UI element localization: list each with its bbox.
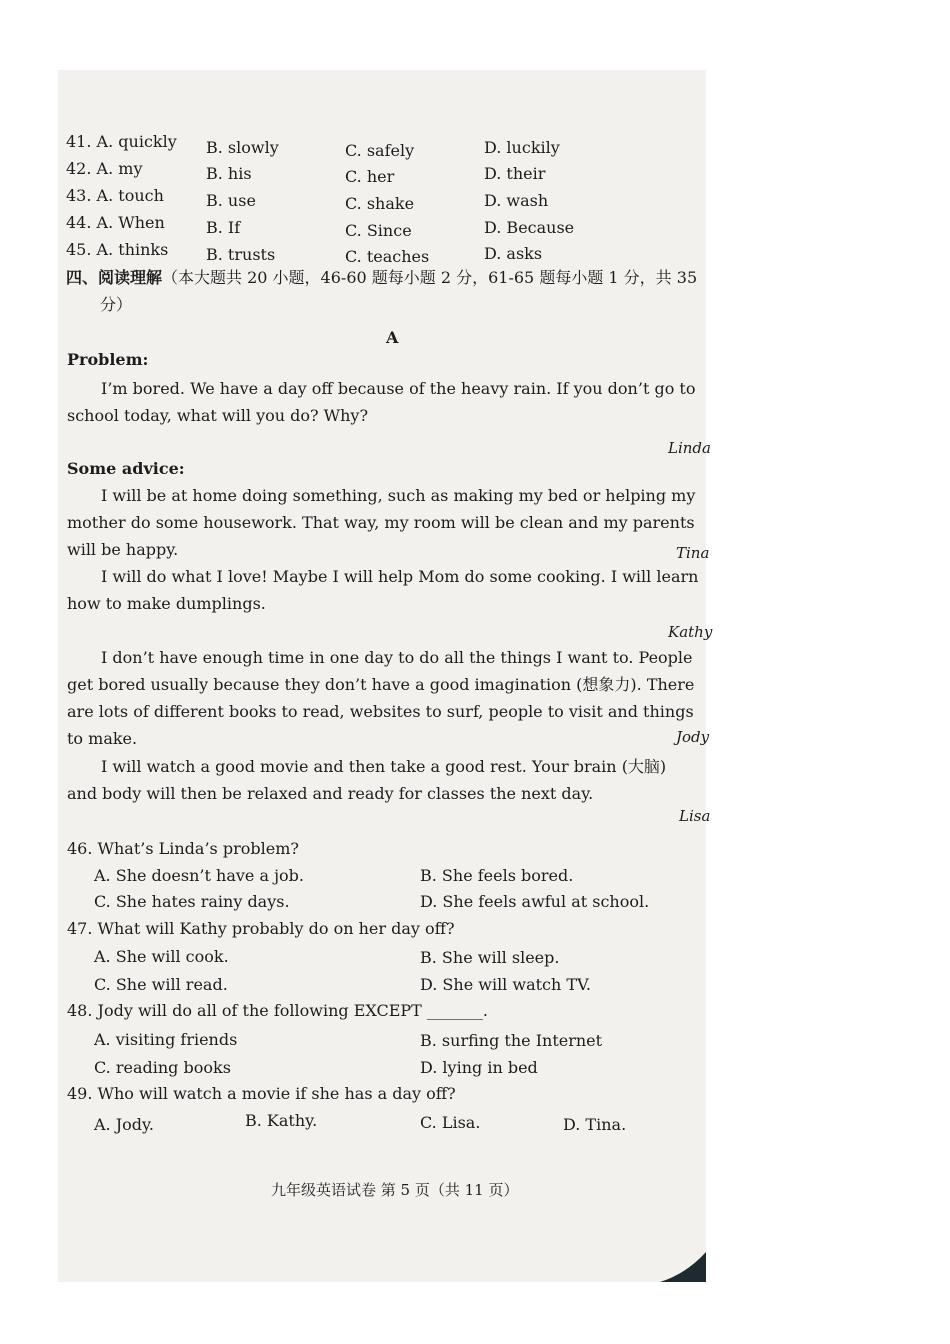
author-signature: Lisa bbox=[679, 807, 711, 825]
option-b: B. She will sleep. bbox=[420, 948, 560, 967]
option-c: C. Lisa. bbox=[420, 1113, 481, 1132]
question-number: 41. bbox=[66, 132, 92, 151]
cloze-row bbox=[66, 186, 164, 206]
option-c: C. She hates rainy days. bbox=[94, 892, 290, 911]
option-a: A. thinks bbox=[96, 240, 169, 259]
section-description-cont: 分） bbox=[100, 295, 133, 314]
author-signature: Jody bbox=[676, 728, 710, 746]
option-b: B. surfing the Internet bbox=[420, 1031, 603, 1050]
question-number: 43. bbox=[66, 186, 92, 205]
cloze-row bbox=[66, 159, 142, 179]
author-signature: Kathy bbox=[668, 623, 713, 641]
option-a: A. visiting friends bbox=[94, 1030, 238, 1049]
option-b: B. She feels bored. bbox=[420, 866, 574, 885]
option-a: A. my bbox=[96, 159, 143, 178]
option-b: B. Kathy. bbox=[245, 1111, 318, 1130]
option-a: A. She doesn’t have a job. bbox=[94, 866, 304, 885]
page-curl-shadow bbox=[660, 1252, 706, 1282]
option-d: D. She will watch TV. bbox=[420, 975, 591, 994]
cloze-row bbox=[66, 213, 165, 233]
advice-heading: Some advice: bbox=[67, 459, 185, 478]
option-c: C. Since bbox=[345, 221, 412, 240]
option-b: B. use bbox=[206, 191, 256, 210]
option-b: B. slowly bbox=[206, 138, 279, 157]
problem-text: I’m bored. We have a day off because of the heavy rain. If you don’t go to school today, what will you do? Why? bbox=[67, 379, 696, 425]
option-c: C. shake bbox=[345, 194, 415, 213]
advice-paragraph: I will be at home doing something, such as making my bed or helping my mother do some housework. That way, my room will be clean and my parents will be happy. bbox=[67, 486, 696, 559]
option-d: D. luckily bbox=[484, 138, 560, 157]
advice-paragraph: I don’t have enough time in one day to do all the things I want to. People get bored usually because they don’t have a good imagination (想象力). There are lots of different books to read, websites to surf, people to visit and things to make. bbox=[67, 648, 695, 748]
option-d: D. She feels awful at school. bbox=[420, 892, 650, 911]
question-stem: 49. Who will watch a movie if she has a day off? bbox=[67, 1084, 456, 1103]
advice-paragraph: I will watch a good movie and then take a good rest. Your brain (大脑) and body will then be relaxed and ready for classes the next day. bbox=[67, 757, 667, 803]
question-stem: 47. What will Kathy probably do on her day off? bbox=[67, 919, 455, 938]
option-b: B. If bbox=[206, 218, 241, 237]
question-number: 42. bbox=[66, 159, 92, 178]
cloze-row bbox=[66, 132, 177, 152]
option-d: D. Tina. bbox=[563, 1115, 627, 1134]
option-a: A. When bbox=[96, 213, 165, 232]
question-stem: 46. What’s Linda’s problem? bbox=[67, 839, 299, 858]
option-d: D. Because bbox=[484, 218, 575, 237]
question-stem: 48. Jody will do all of the following EXCEPT _______. bbox=[67, 1001, 489, 1020]
option-c: C. her bbox=[345, 167, 395, 186]
option-c: C. teaches bbox=[345, 247, 430, 266]
option-c: C. She will read. bbox=[94, 975, 228, 994]
passage-label: A bbox=[386, 328, 399, 347]
option-d: D. wash bbox=[484, 191, 549, 210]
page-footer: 九年级英语试卷 第 5 页（共 11 页） bbox=[271, 1181, 519, 1199]
option-b: B. his bbox=[206, 164, 252, 183]
question-number: 44. bbox=[66, 213, 92, 232]
section-description: （本大题共 20 小题，46-60 题每小题 2 分，61-65 题每小题 1 分，共 35 bbox=[162, 268, 698, 287]
option-a: A. touch bbox=[96, 186, 164, 205]
advice-paragraph: I will do what I love! Maybe I will help Mom do some cooking. I will learn how to make dumplings. bbox=[67, 567, 699, 613]
section-header bbox=[66, 268, 697, 288]
option-a: A. She will cook. bbox=[94, 947, 229, 966]
problem-heading: Problem: bbox=[67, 350, 149, 369]
option-d: D. asks bbox=[484, 244, 543, 263]
author-signature: Linda bbox=[668, 439, 711, 457]
author-signature: Tina bbox=[676, 544, 710, 562]
option-a: A. Jody. bbox=[94, 1115, 155, 1134]
option-b: B. trusts bbox=[206, 245, 276, 264]
option-c: C. reading books bbox=[94, 1058, 231, 1077]
option-c: C. safely bbox=[345, 141, 415, 160]
section-title: 四、阅读理解 bbox=[66, 268, 163, 287]
option-a: A. quickly bbox=[96, 132, 177, 151]
option-d: D. their bbox=[484, 164, 546, 183]
question-number: 45. bbox=[66, 240, 92, 259]
option-d: D. lying in bed bbox=[420, 1058, 538, 1077]
cloze-row bbox=[66, 240, 168, 260]
